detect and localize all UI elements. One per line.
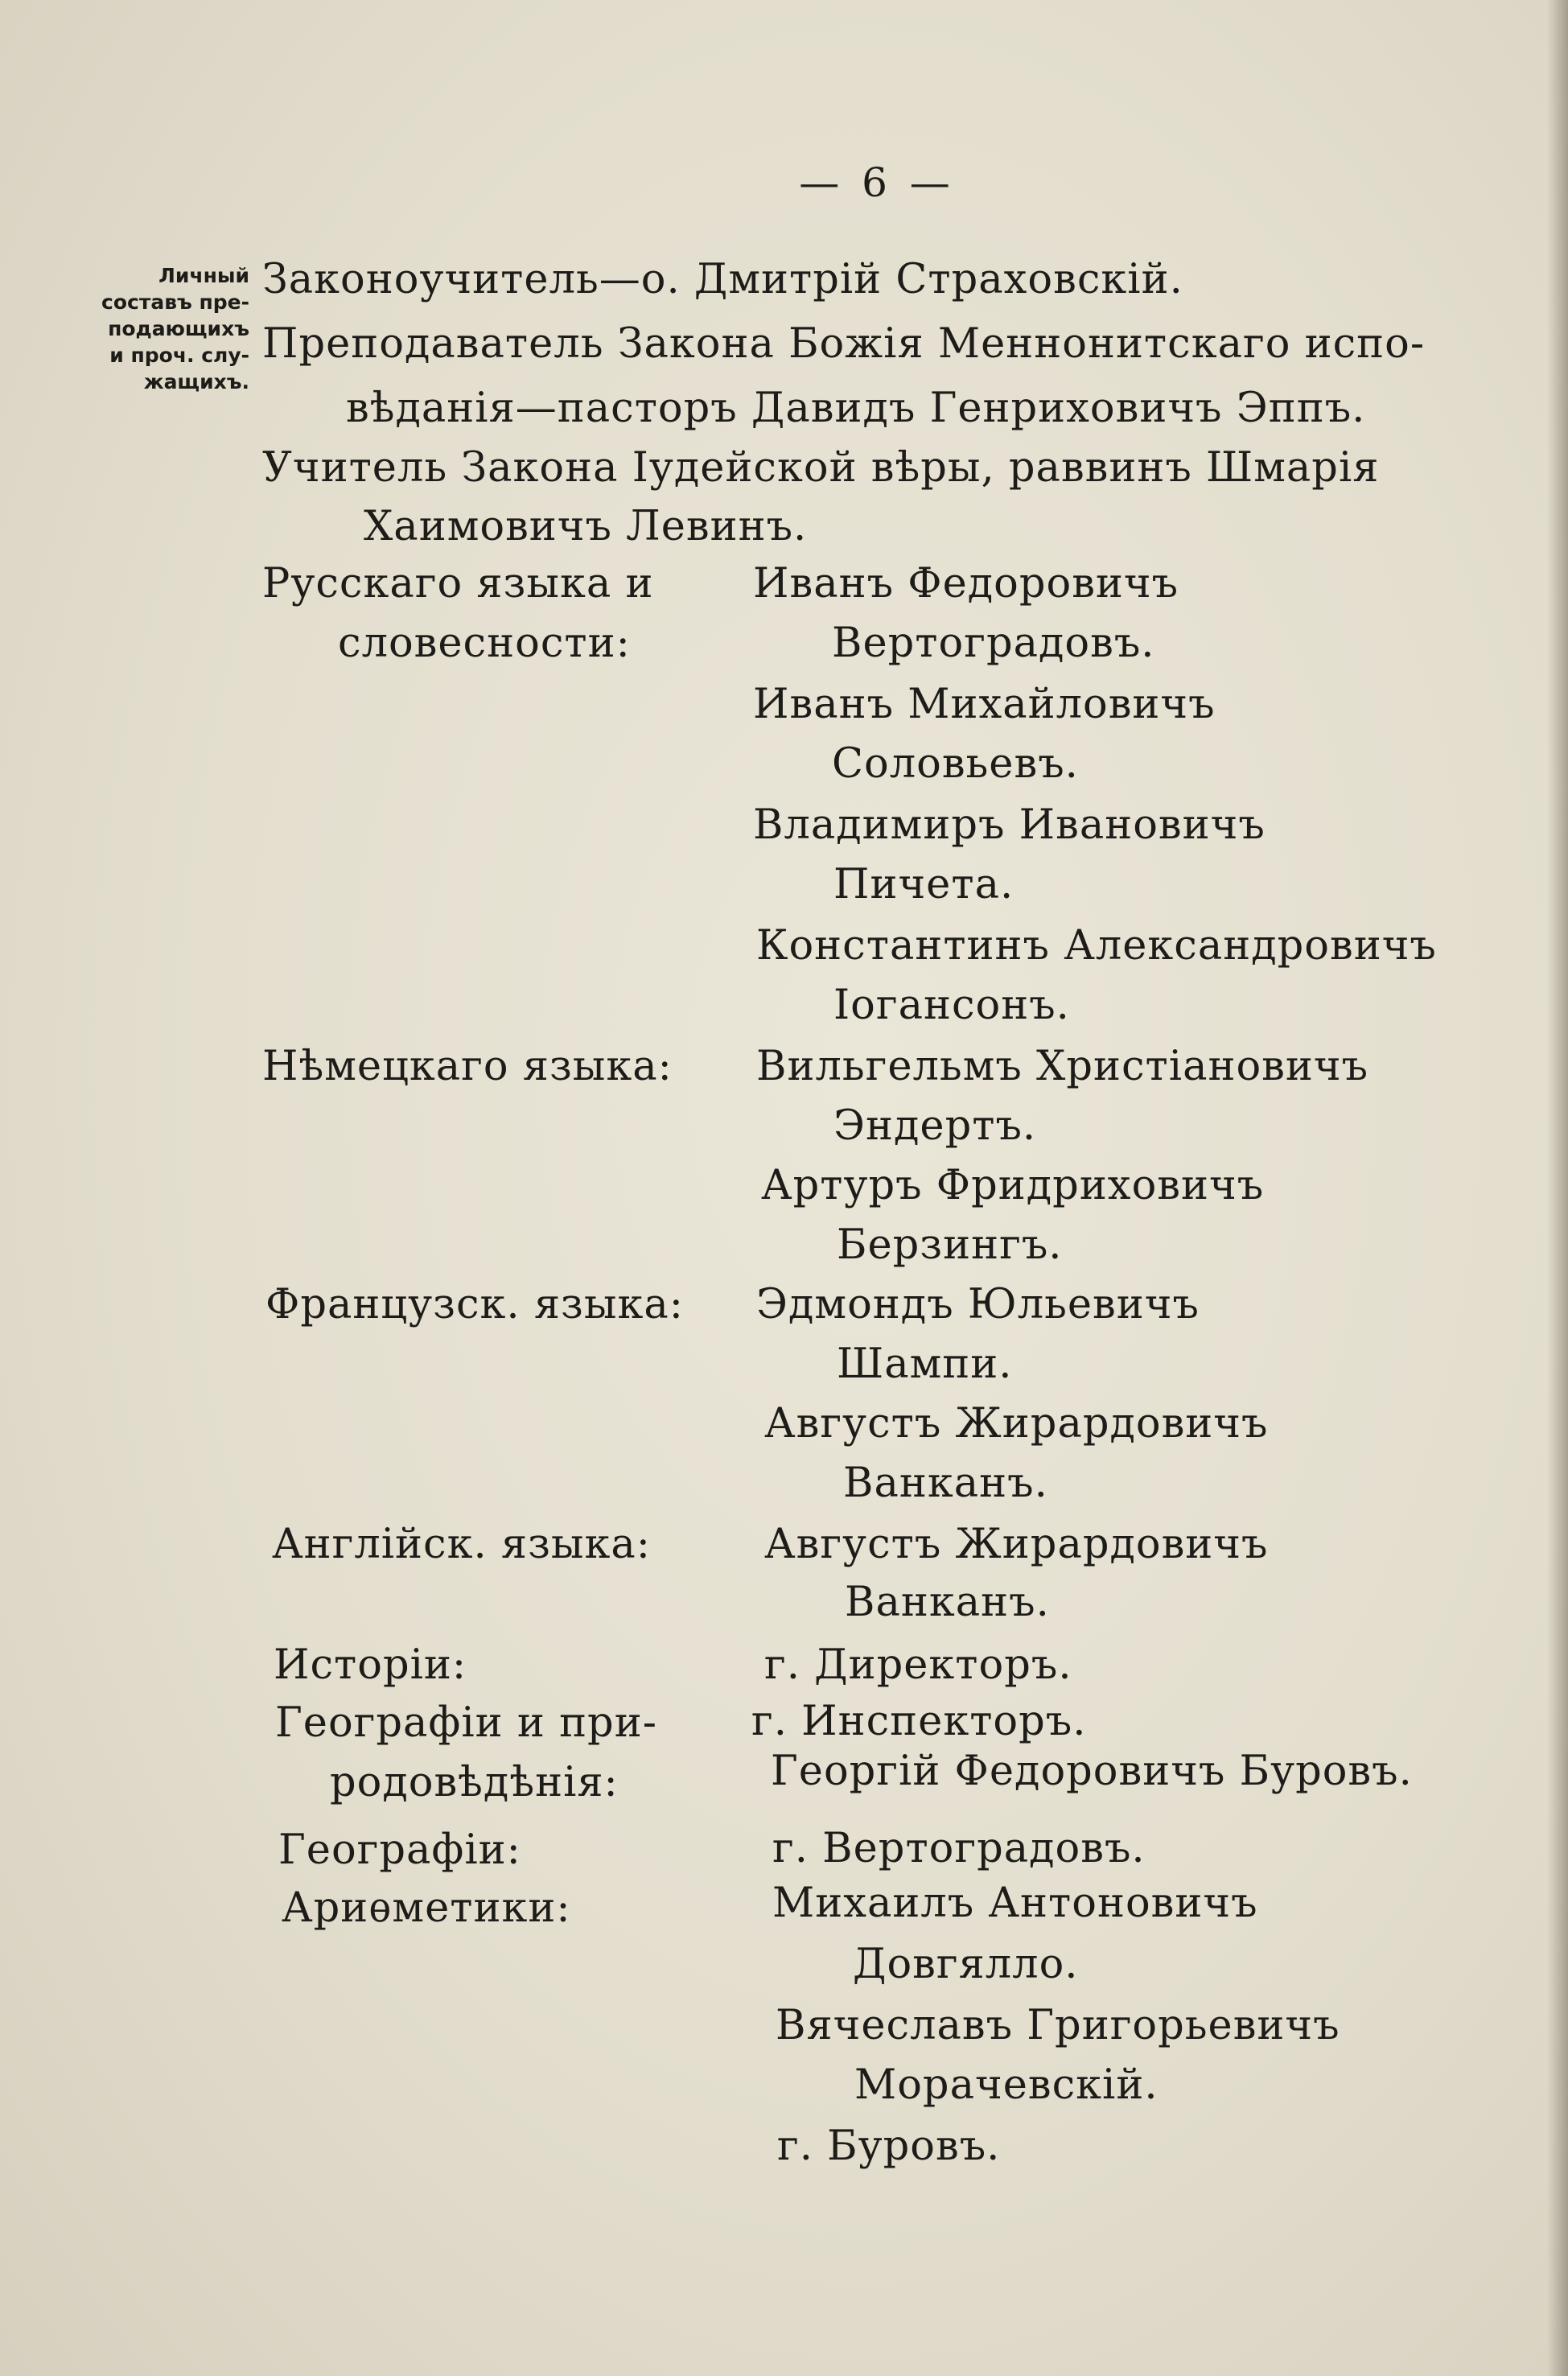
teacher-name: Вертоградовъ. <box>832 620 1155 667</box>
teacher-name: Шампи. <box>837 1340 1013 1388</box>
subject-label: Географіи: <box>278 1826 521 1874</box>
subject-label: Ариѳметики: <box>282 1884 571 1932</box>
staff-line-judaic-teacher-cont: Хаимовичъ Левинъ. <box>364 503 808 550</box>
staff-line-mennonite-teacher: Преподаватель Закона Божія Меннонитскаго испо- <box>262 320 1426 368</box>
subject-label: Нѣмецкаго языка: <box>262 1043 673 1090</box>
subject-label: родовѣдѣнія: <box>330 1759 619 1806</box>
margin-note <box>48 262 249 395</box>
teacher-name: г. Директоръ. <box>764 1641 1072 1689</box>
teacher-name: Іогансонъ. <box>833 982 1070 1029</box>
teacher-name: г. Инспекторъ. <box>751 1698 1087 1745</box>
subject-label: Исторіи: <box>274 1641 467 1689</box>
staff-line-judaic-teacher: Учитель Закона Іудейской вѣры, раввинъ Шмарія <box>262 444 1380 492</box>
teacher-name: Артуръ Фридриховичъ <box>761 1162 1265 1209</box>
teacher-name: Михаилъ Антоновичъ <box>772 1880 1258 1927</box>
margin-note-line: Личный <box>158 264 249 287</box>
margin-note-line: и проч. слу- <box>109 344 249 367</box>
teacher-name: Иванъ Михайловичъ <box>753 681 1216 728</box>
teacher-name: г. Буровъ. <box>777 2123 1001 2170</box>
teacher-name: Константинъ Александровичъ <box>756 922 1437 970</box>
teacher-name: Морачевскій. <box>854 2061 1159 2109</box>
teacher-name: Августъ Жирардовичъ <box>764 1400 1269 1447</box>
teacher-name: Иванъ Федоровичъ <box>753 560 1179 607</box>
teacher-name: Георгій Федоровичъ Буровъ. <box>771 1748 1413 1795</box>
teacher-name: Довгялло. <box>853 1941 1079 1988</box>
page-edge-shadow <box>1547 0 1568 2376</box>
teacher-name: Ванканъ. <box>845 1579 1050 1626</box>
teacher-name: Эндертъ. <box>833 1102 1037 1150</box>
subject-label: Англійск. языка: <box>272 1521 651 1568</box>
subject-label: Русскаго языка и <box>262 560 654 607</box>
margin-note-line: подающихъ <box>108 317 249 340</box>
page-number: — 6 — <box>799 159 955 206</box>
margin-note-line: жащихъ. <box>143 370 249 393</box>
subject-label: Французск. языка: <box>265 1281 684 1328</box>
teacher-name: Августъ Жирардовичъ <box>764 1521 1269 1568</box>
staff-line-law-teacher: Законоучитель—о. Дмитрій Страховскій. <box>262 256 1183 303</box>
teacher-name: Берзингъ. <box>837 1221 1063 1269</box>
staff-line-mennonite-teacher-cont: вѣданія—пасторъ Давидъ Генриховичъ Эппъ. <box>346 385 1366 432</box>
teacher-name: Соловьевъ. <box>832 740 1079 788</box>
teacher-name: Эдмондъ Юльевичъ <box>756 1281 1200 1328</box>
teacher-name: г. Вертоградовъ. <box>772 1825 1146 1872</box>
margin-note-line: составъ пре- <box>101 290 249 314</box>
subject-label: Географіи и при- <box>275 1699 657 1747</box>
teacher-name: Вячеславъ Григорьевичъ <box>776 2002 1340 2049</box>
teacher-name: Ванканъ. <box>843 1460 1048 1507</box>
subject-label: словесности: <box>338 620 631 667</box>
teacher-name: Пичета. <box>833 861 1014 908</box>
teacher-name: Владимиръ Ивановичъ <box>753 801 1266 849</box>
teacher-name: Вильгельмъ Христіановичъ <box>756 1043 1369 1090</box>
